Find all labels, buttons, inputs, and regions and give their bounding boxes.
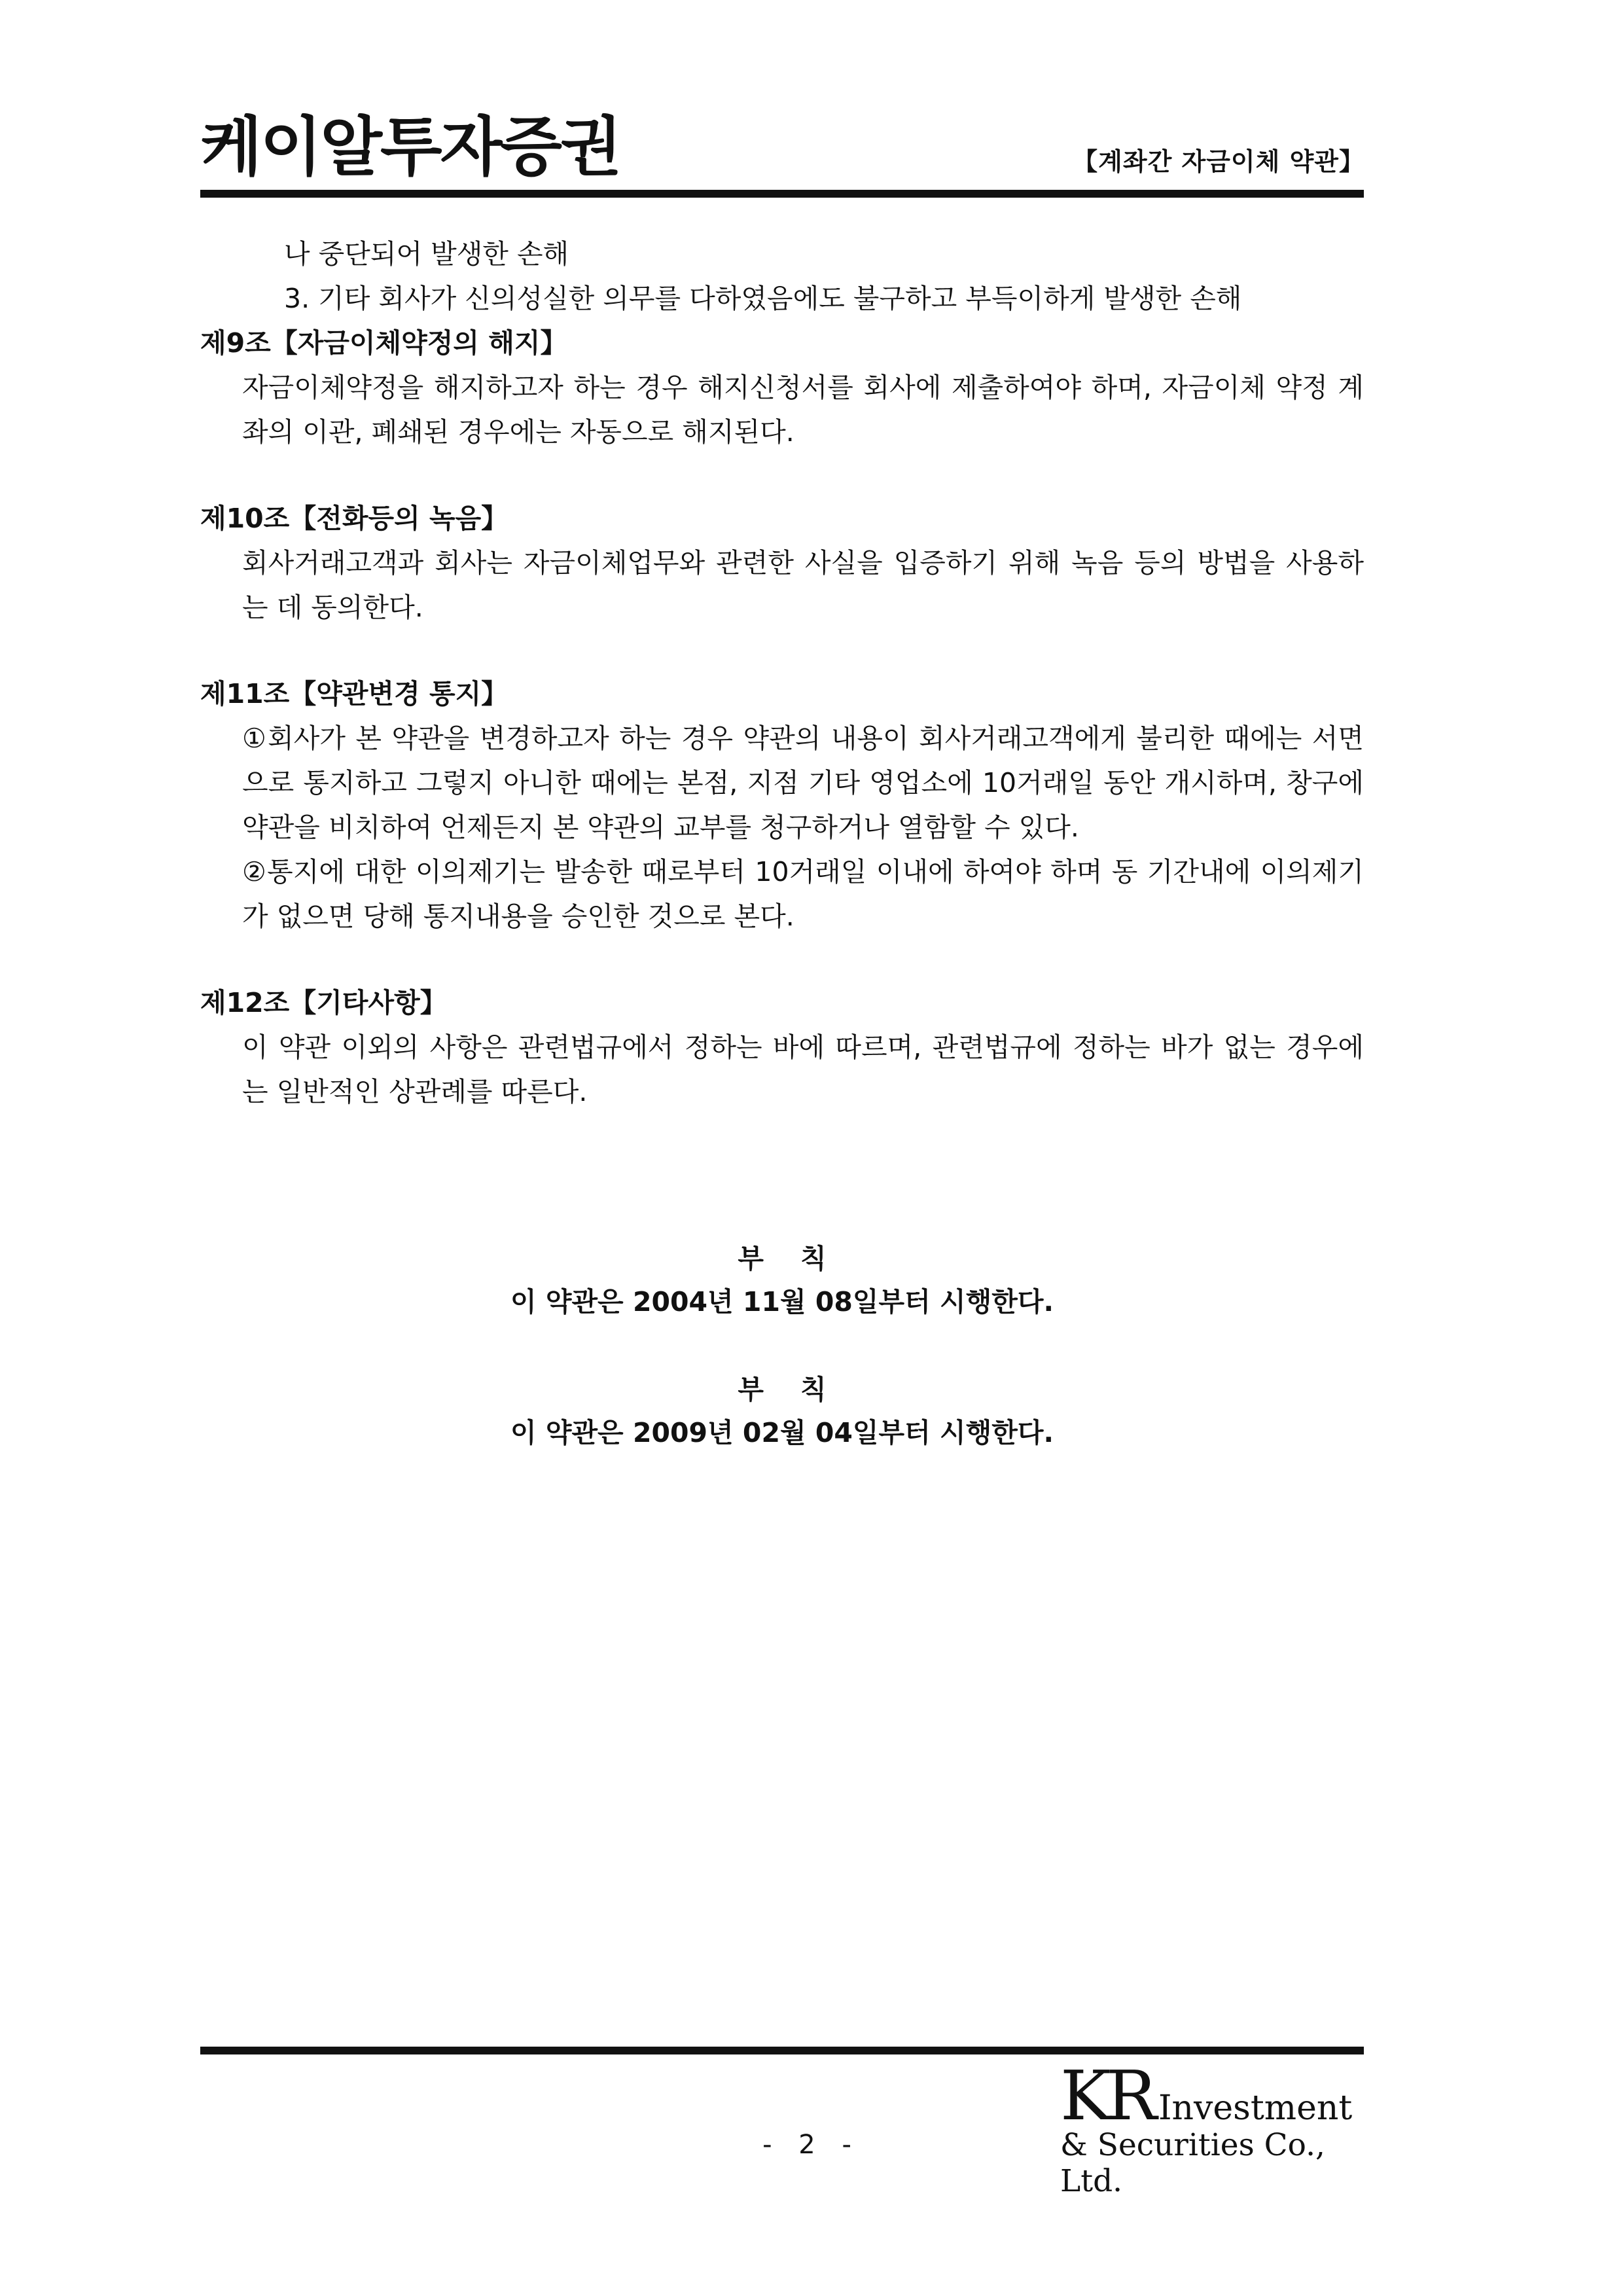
appendix-text: 이 약관은 2004년 11월 08일부터 시행한다. — [510, 1286, 1054, 1318]
article-9 — [200, 321, 1364, 454]
footer-divider — [200, 2047, 1364, 2054]
company-logo — [1060, 2056, 1368, 2199]
logo-investment: Investment — [1158, 2089, 1353, 2128]
article-paragraph: 회사거래고객과 회사는 자금이체업무와 관련한 사실을 입증하기 위해 녹음 등의 방법을 사용하는 데 동의한다. — [242, 547, 1364, 623]
brand-logo-text: 케이알투자증권 — [200, 110, 620, 185]
article-paragraph: 자금이체약정을 해지하고자 하는 경우 해지신청서를 회사에 제출하여야 하며, 자금이체 약정 계좌의 이관, 폐쇄된 경우에는 자동으로 해지된다. — [242, 372, 1364, 448]
article-paragraph: ①회사가 본 약관을 변경하고자 하는 경우 약관의 내용이 회사거래고객에게 불리한 때에는 서면으로 통지하고 그렇지 아니한 때에는 본점, 지점 기타 영업소에 10거래일 동안 개시하며, 창구에 약관을 비치하여 언제든지 본 약관의 교부를 청구하거나 열함할 수 있다. — [242, 723, 1364, 843]
logo-line-2: & Securities Co., Ltd. — [1060, 2127, 1325, 2199]
article-paragraph: 이 약관 이외의 사항은 관련법규에서 정하는 바에 따르며, 관련법규에 정하는 바가 없는 경우에는 일반적인 상관례를 따른다. — [242, 1031, 1364, 1107]
supplementary-provision-2 — [200, 1368, 1364, 1454]
appendix-title: 부칙 — [738, 1243, 863, 1274]
list-item-3: 3. 기타 회사가 신의성실한 의무를 다하였음에도 불구하고 부득이하게 발생한 손해 — [284, 283, 1242, 314]
list-item-continuation: 나 중단되어 발생한 손해 — [284, 238, 569, 270]
article-12 — [200, 980, 1364, 1114]
article-heading: 제9조【자금이체약정의 해지】 — [200, 327, 567, 359]
document-body — [200, 232, 1364, 1114]
article-paragraph: ②통지에 대한 이의제기는 발송한 때로부터 10거래일 이내에 하여야 하며 동 기간내에 이의제기가 없으면 당해 통지내용을 승인한 것으로 본다. — [242, 856, 1364, 932]
page-number: - 2 - — [762, 2130, 861, 2160]
appendix-text: 이 약관은 2009년 02월 04일부터 시행한다. — [510, 1417, 1054, 1448]
supplementary-provision-1 — [200, 1237, 1364, 1323]
spacer — [200, 630, 1364, 672]
logo-line-1 — [1060, 2056, 1368, 2136]
article-heading: 제12조【기타사항】 — [200, 987, 447, 1018]
appendix-title: 부칙 — [738, 1374, 863, 1405]
article-11 — [200, 672, 1364, 939]
document-title-tag: 【계좌간 자금이체 약관】 — [1073, 147, 1364, 176]
header-divider — [200, 190, 1364, 198]
article-10 — [200, 496, 1364, 630]
spacer — [200, 939, 1364, 980]
spacer — [200, 454, 1364, 496]
article-heading: 제11조【약관변경 통지】 — [200, 678, 508, 709]
logo-kr: KR — [1060, 2056, 1152, 2136]
article-heading: 제10조【전화등의 녹음】 — [200, 503, 508, 534]
